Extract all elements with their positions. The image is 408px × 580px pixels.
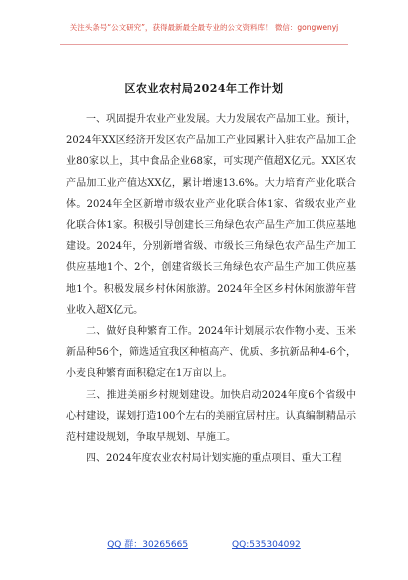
document-title: 区农业农村局2024年工作计划 [124, 82, 284, 95]
qq-group-link[interactable]: QQ 群：30265665 [107, 540, 189, 550]
qq-contact-link[interactable]: QQ:535304092 [232, 540, 301, 550]
paragraph-3: 三、推进美丽乡村规划建设。加快启动2024年度6个省级中心村建设，谋划打造100个左右的美丽宜居村庄。认真编制精品示范村建设规划，争取早规划、早施工。 [66, 389, 356, 444]
document-body [66, 109, 356, 469]
footer-contacts [0, 537, 408, 550]
paragraph-1: 一、巩固提升农业产业发展。大力发展农产品加工业。预计，2024年XX区经济开发区农产品加工产业园累计入驻农产品加工企业80家以上，其中食品企业68家，可实现产值超X亿元。XX区农产品加工业产值达XX亿，累计增速13.6%。大力培育产业化联合体。2024年全区新增市级农业产业化联合体1家、省级农业产业化联合体1家。积极引导创建长三角绿色农产品生产加工供应基地建设。2024年，分别新增省级、市级长三角绿色农产品生产加工供应基地1个、2个，创建省级长三角绿色农产品生产加工供应基地1个。积极发展乡村休闲旅游。2024年全区乡村休闲旅游年营业收入超X亿元。 [66, 114, 356, 316]
paragraph-2: 二、做好良种繁育工作。2024年计划展示农作物小麦、玉米新品种56个，筛选适宜我区种植高产、优质、多抗新品种4-6个，小麦良种繁育面积稳定在1万亩以上。 [66, 326, 356, 380]
header-notice: 关注头条号“公文研究”，获得最新最全最专业的公文资料库！ 微信：gongwenyj [69, 23, 339, 32]
paragraph-4: 四、2024年度农业农村局计划实施的重点项目、重大工程 [86, 453, 342, 465]
header-divider [60, 44, 348, 45]
